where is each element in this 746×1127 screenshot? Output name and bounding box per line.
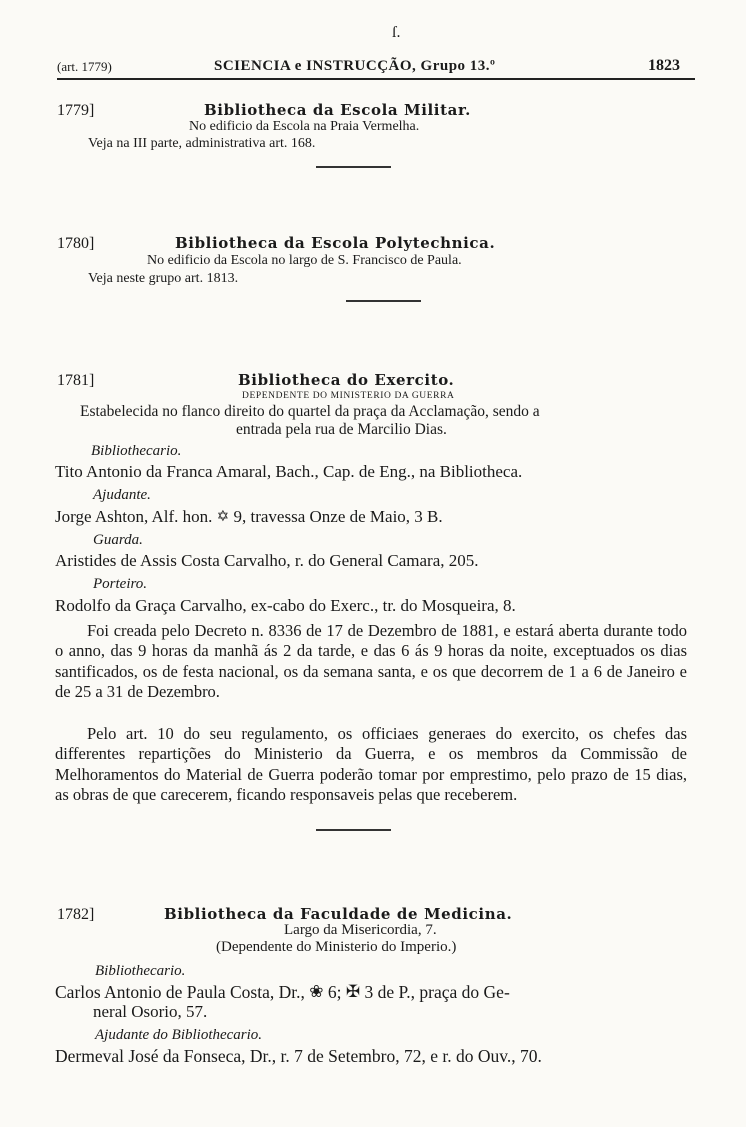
entry-line: No edificio da Escola no largo de S. Francisco de Paula. [147,253,462,268]
staff-person: Tito Antonio da Franca Amaral, Bach., Cap. de Eng., na Bibliotheca. [55,462,523,481]
page-mark: ſ. [392,24,401,41]
entry-paragraph: Pelo art. 10 do seu regulamento, os officiaes generaes do exercito, os chefes das differentes repartições do Ministerio da Guerra, e os membros da Commissão de Melhoramentos do Material de Guerra poderão tomar por emprestimo, pelo prazo de 15 dias, as obras de que carecerem, ficando responsaveis pelas que receberem. [55,724,687,805]
entry-number-1781: 1781] [57,372,95,389]
staff-role: Porteiro. [93,576,148,592]
entry-line: Largo da Misericordia, 7. [284,922,437,938]
staff-person-continuation: neral Osorio, 57. [93,1002,208,1021]
staff-role: Bibliothecario. [95,963,186,979]
entry-line: Veja na III parte, administrativa art. 168. [88,136,316,151]
entry-line: (Dependente do Ministerio do Imperio.) [216,939,457,955]
header-section-title: SCIENCIA e INSTRUCÇÃO, Grupo 13.º [214,58,496,74]
entry-number-1782: 1782] [57,906,95,923]
header-article-ref: (art. 1779) [57,59,112,74]
staff-person-name: Carlos Antonio de Paula Costa, Dr., [55,982,305,1002]
staff-person-name: Jorge Ashton, Alf. hon. [55,507,213,526]
staff-person: Aristides de Assis Costa Carvalho, r. do General Camara, 205. [55,551,479,570]
staff-person-detail: 3 de P., praça do Ge- [364,982,510,1002]
header-rule [57,78,695,80]
entry-paragraph: Foi creada pelo Decreto n. 8336 de 17 de Dezembro de 1881, e estará aberta durante todo o anno, das 9 horas da manhã ás 2 da tarde, e das 6 ás 9 horas da noite, exceptuados os dias santificados, os de festa nacional, os da semana santa, e os que decorrem de 1 a 6 de Janeiro e de 25 a 31 de Dezembro. [55,621,687,702]
six-pointed-star-icon: ✡ [216,509,230,525]
cross-decoration-icon: ✠ [345,982,361,1001]
staff-person [55,507,443,527]
entry-number-1779: 1779] [57,102,95,119]
staff-person: Dermeval José da Fonseca, Dr., r. 7 de Setembro, 72, e r. do Ouv., 70. [55,1046,542,1066]
entry-line: Veja neste grupo art. 1813. [88,271,239,286]
entry-title-1781: Bibliotheca do Exercito. [238,371,455,389]
entry-line: No edificio da Escola na Praia Vermelha. [189,119,420,134]
entry-title-1779: Bibliotheca da Escola Militar. [204,101,471,119]
staff-person [55,982,510,1003]
entry-location: Estabelecida no flanco direito do quartel da praça da Acclamação, sendo a [80,403,540,420]
staff-role: Bibliothecario. [91,443,182,459]
entry-location: entrada pela rua de Marcilio Dias. [236,421,447,438]
staff-role: Guarda. [93,532,143,548]
order-medal-icon: ❀ [309,982,324,1001]
entry-subtitle: DEPENDENTE DO MINISTERIO DA GUERRA [242,391,455,401]
entry-number-1780: 1780] [57,235,95,252]
separator [346,300,421,302]
separator [316,829,391,831]
entry-title-1782: Bibliotheca da Faculdade de Medicina. [164,905,513,923]
staff-person-detail: 6; [327,982,342,1002]
staff-role: Ajudante. [93,487,151,503]
staff-person: Rodolfo da Graça Carvalho, ex-cabo do Exerc., tr. do Mosqueira, 8. [55,596,516,615]
page-number: 1823 [648,57,680,74]
separator [316,166,391,168]
staff-role: Ajudante do Bibliothecario. [95,1027,263,1043]
staff-person-address: 9, travessa Onze de Maio, 3 B. [233,507,443,526]
entry-title-1780: Bibliotheca da Escola Polytechnica. [175,234,496,252]
